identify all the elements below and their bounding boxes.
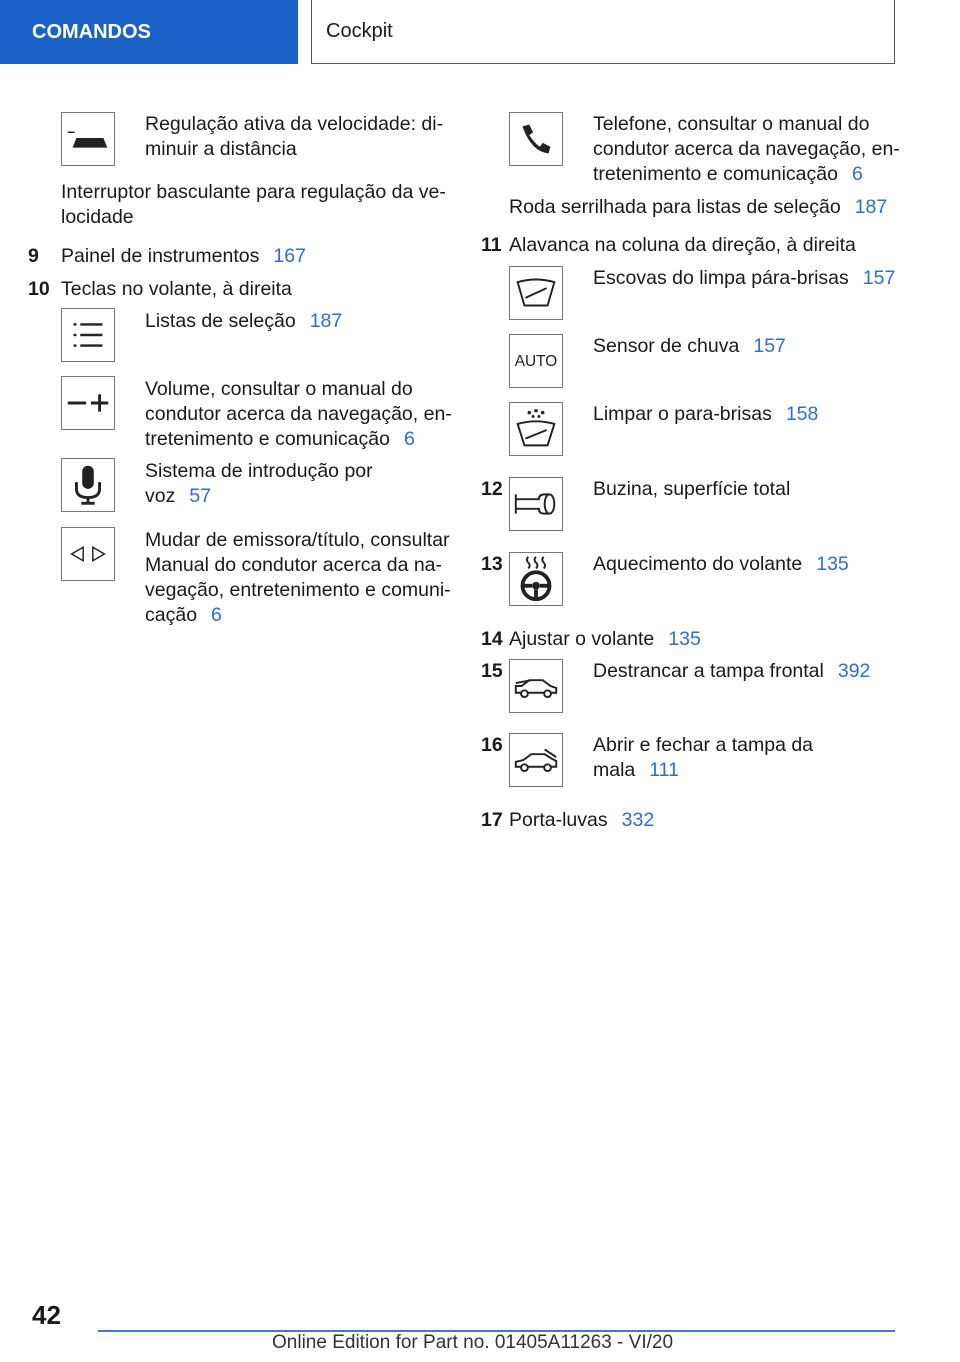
list-item: [61, 244, 306, 269]
list-icon: [61, 308, 115, 362]
item-label: Porta-luvas: [509, 809, 608, 831]
item-label: Ajustar o volante: [509, 628, 655, 650]
list-item: [593, 334, 786, 359]
item-number: 10: [28, 278, 50, 300]
page-reference-link[interactable]: 157: [862, 267, 896, 289]
page-number: 42: [32, 1300, 61, 1330]
section-tab: COMANDOS: [0, 0, 298, 64]
rocker-switch-label: Interruptor basculante para regulação da ve- locidade: [61, 181, 446, 228]
voice-control-icon: [61, 458, 115, 512]
item-number: 15: [481, 660, 503, 682]
list-item: [145, 377, 455, 452]
item-label: Escovas do limpa pára-brisas: [593, 267, 849, 289]
station-track-arrows-icon: [61, 527, 115, 581]
page-reference-link[interactable]: 187: [309, 310, 343, 332]
page-reference-link[interactable]: 6: [211, 604, 222, 626]
horn-icon: [509, 477, 563, 531]
item-label: Alavanca na coluna da direção, à direita: [509, 234, 856, 256]
item-number: 17: [481, 809, 503, 831]
item-label: Telefone, consultar o manual do condutor acerca da navegação, en- tretenimento e comunicação: [593, 113, 900, 185]
list-item: [145, 309, 342, 334]
item-number: 16: [481, 734, 503, 756]
item-number: 9: [28, 245, 39, 267]
list-item: [593, 402, 818, 427]
telephone-icon: [509, 112, 563, 166]
item-number: 13: [481, 553, 503, 575]
front-lid-icon: [509, 659, 563, 713]
page-reference-link[interactable]: 135: [668, 628, 701, 650]
item-label: Volume, consultar o manual do condutor acerca da navegação, en- tretenimento e comunicação: [145, 378, 452, 450]
list-item: [593, 659, 870, 684]
footer-edition-text: Online Edition for Part no. 01405A11263 - VI/20: [272, 1332, 674, 1353]
page-reference-link[interactable]: 111: [649, 759, 679, 781]
item-label: Teclas no volante, à direita: [61, 278, 292, 300]
steering-wheel-heating-icon: [509, 552, 563, 606]
item-label: Sensor de chuva: [593, 335, 740, 357]
page-reference-link[interactable]: 135: [816, 553, 849, 575]
page-reference-link[interactable]: 392: [837, 660, 871, 682]
item-number: 14: [481, 628, 503, 650]
page-reference-link[interactable]: 158: [785, 403, 819, 425]
page-reference-link[interactable]: 6: [403, 428, 415, 450]
list-item: [593, 552, 849, 577]
page-reference-link[interactable]: 332: [621, 809, 655, 831]
page-reference-link[interactable]: 57: [189, 485, 212, 507]
item-label: Destrancar a tampa frontal: [593, 660, 824, 682]
item-label: Limpar o para-brisas: [593, 403, 772, 425]
list-item: [509, 627, 701, 652]
item-label: Mudar de emissora/título, consultar Manual do condutor acerca da na- vegação, entretenimento e comuni- cação: [145, 529, 451, 626]
washer-icon: [509, 402, 563, 456]
volume-plus-minus-icon: [61, 376, 115, 430]
item-label: Buzina, superfície total: [593, 478, 791, 500]
auto-icon: [509, 334, 563, 388]
trunk-lid-icon: [509, 733, 563, 787]
item-label: Abrir e fechar a tampa da mala: [593, 734, 814, 781]
acc-distance-icon: [61, 112, 115, 166]
wiper-icon: [509, 266, 563, 320]
page-reference-link[interactable]: 6: [851, 163, 863, 185]
item-number: 11: [481, 234, 502, 256]
list-item: [593, 733, 893, 783]
auto-icon-text: AUTO: [514, 352, 558, 370]
item-label: Listas de seleção: [145, 310, 296, 332]
item-label: Sistema de introdução por voz: [145, 460, 373, 507]
item-label: Painel de instrumentos: [61, 245, 260, 267]
list-item: [593, 266, 895, 291]
item-label: Aquecimento do volante: [593, 553, 803, 575]
list-item: [509, 195, 887, 220]
list-item: [593, 112, 903, 187]
list-item: [145, 459, 445, 509]
chapter-title: Cockpit: [311, 0, 895, 64]
page-reference-link[interactable]: 167: [273, 245, 306, 267]
list-item: [509, 808, 654, 833]
list-item: [145, 528, 455, 628]
page-reference-link[interactable]: 157: [753, 335, 786, 357]
page-reference-link[interactable]: 187: [854, 196, 888, 218]
item-number: 12: [481, 478, 503, 500]
item-label: Roda serrilhada para listas de seleção: [509, 196, 841, 218]
acc-reduce-label: Regulação ativa da velocidade: di- minuir a distância: [145, 113, 444, 160]
